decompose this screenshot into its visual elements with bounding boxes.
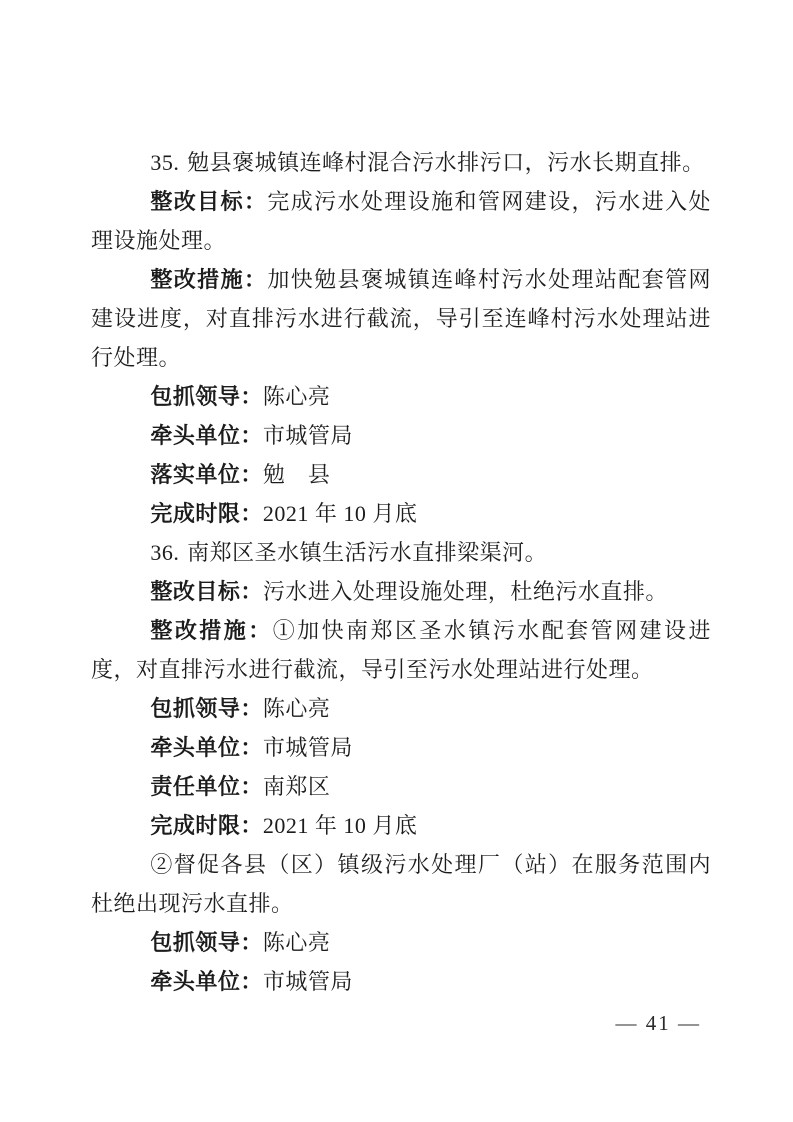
item-title: 勉县褒城镇连峰村混合污水排污口，污水长期直排。 bbox=[187, 150, 705, 175]
section-label: 牵头单位： bbox=[150, 735, 263, 760]
section-text: 污水进入处理设施处理，杜绝污水直排。 bbox=[262, 579, 668, 604]
item-36-heading bbox=[91, 533, 711, 572]
page-number: — 41 — bbox=[615, 1011, 701, 1035]
section-text: 市城管局 bbox=[262, 969, 353, 994]
item-35-deadline bbox=[91, 494, 711, 533]
item-36-responsible-unit bbox=[91, 767, 711, 806]
section-label: 责任单位： bbox=[150, 774, 263, 799]
section-label: 完成时限： bbox=[150, 501, 263, 526]
section-text: 2021 年 10 月底 bbox=[262, 813, 418, 838]
section-text: 南郑区 bbox=[262, 774, 331, 799]
section-label: 牵头单位： bbox=[150, 969, 263, 994]
item-36-measures bbox=[91, 611, 711, 689]
section-label: 包抓领导： bbox=[150, 696, 263, 721]
section-label: 整改目标： bbox=[150, 579, 263, 604]
item-35-heading bbox=[91, 143, 711, 182]
section-text: 完成污水处理设施和管网建设，污水进入处理设施处理。 bbox=[91, 189, 711, 253]
item-35-lead-unit bbox=[91, 416, 711, 455]
section-text: 市城管局 bbox=[262, 735, 353, 760]
section-text: 陈心亮 bbox=[262, 696, 331, 721]
section-label: 整改措施： bbox=[150, 267, 268, 292]
section-text: 勉 县 bbox=[262, 462, 331, 487]
item-36-measure-2 bbox=[91, 845, 711, 923]
section-label: 整改目标： bbox=[150, 189, 268, 214]
item-36-goal bbox=[91, 572, 711, 611]
section-text: 加快勉县褒城镇连峰村污水处理站配套管网建设进度，对直排污水进行截流，导引至连峰村污水处理站进行处理。 bbox=[91, 267, 711, 370]
item-36-lead-unit-2 bbox=[91, 962, 711, 1001]
section-text: ①加快南郑区圣水镇污水配套管网建设进度，对直排污水进行截流，导引至污水处理站进行处理。 bbox=[91, 618, 711, 682]
item-36-deadline bbox=[91, 806, 711, 845]
document-body bbox=[91, 143, 711, 1001]
section-label: 完成时限： bbox=[150, 813, 263, 838]
item-number: 36. bbox=[150, 540, 180, 565]
item-35-goal bbox=[91, 182, 711, 260]
item-35-measures bbox=[91, 260, 711, 377]
item-title: 南郑区圣水镇生活污水直排梁渠河。 bbox=[187, 540, 548, 565]
item-36-leader-1 bbox=[91, 689, 711, 728]
item-36-leader-2 bbox=[91, 923, 711, 962]
section-text: 市城管局 bbox=[262, 423, 353, 448]
section-label: 牵头单位： bbox=[150, 423, 263, 448]
item-number: 35. bbox=[150, 150, 180, 175]
section-label: 包抓领导： bbox=[150, 384, 263, 409]
item-35-implementing-unit bbox=[91, 455, 711, 494]
section-label: 落实单位： bbox=[150, 462, 263, 487]
section-text: 陈心亮 bbox=[262, 384, 331, 409]
section-text: 2021 年 10 月底 bbox=[262, 501, 418, 526]
section-label: 整改措施： bbox=[150, 618, 273, 643]
section-text: ②督促各县（区）镇级污水处理厂（站）在服务范围内杜绝出现污水直排。 bbox=[91, 852, 711, 916]
section-label: 包抓领导： bbox=[150, 930, 263, 955]
section-text: 陈心亮 bbox=[262, 930, 331, 955]
item-35-leader bbox=[91, 377, 711, 416]
item-36-lead-unit-1 bbox=[91, 728, 711, 767]
